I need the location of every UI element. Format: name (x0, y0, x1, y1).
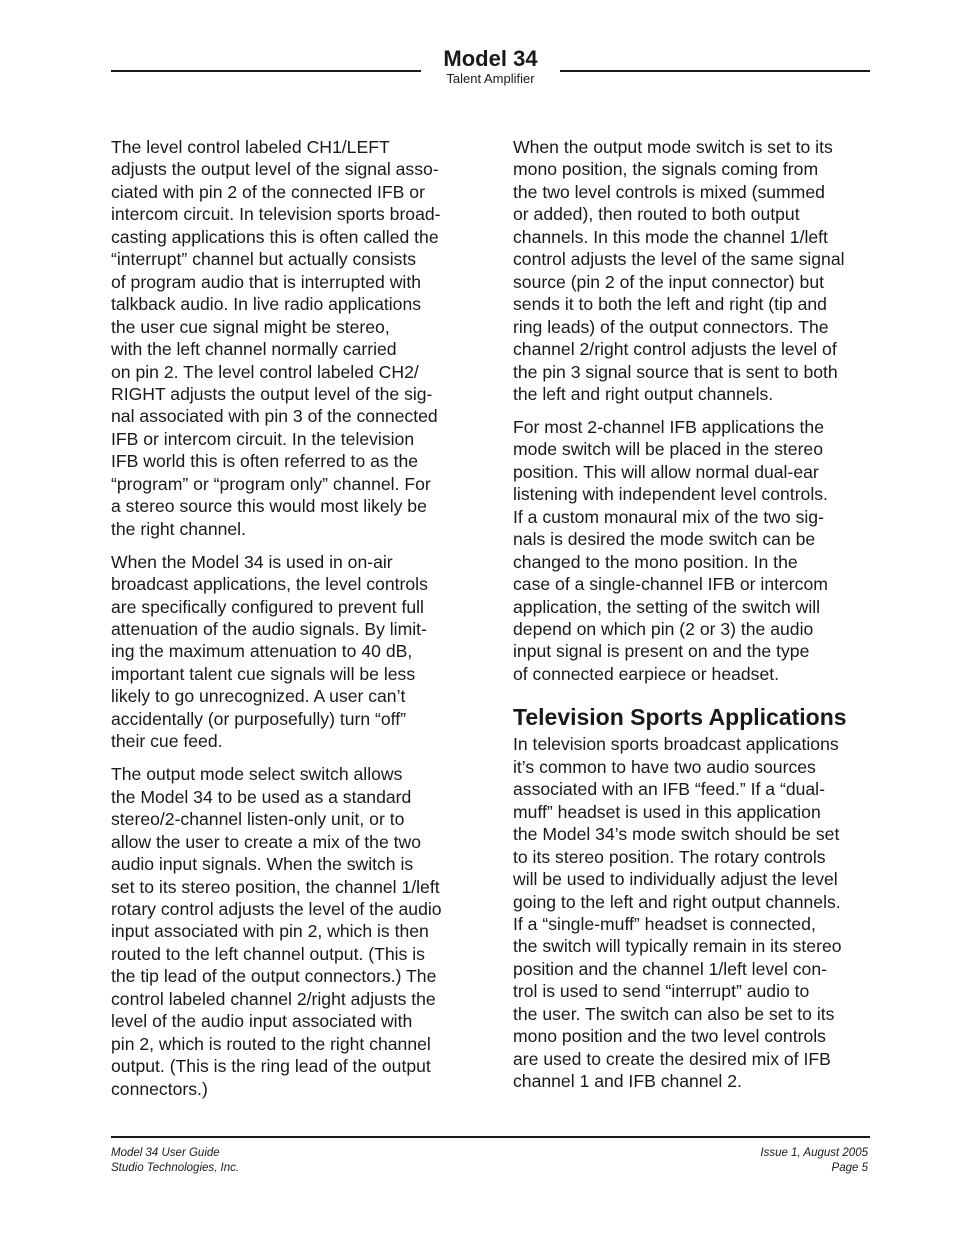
footer-page-number: Page 5 (831, 1161, 868, 1174)
text-line: stereo/2-channel listen-only unit, or to (111, 809, 405, 830)
text-line: changed to the mono position. In the (513, 551, 798, 572)
text-line: output. (This is the ring lead of the output (111, 1056, 431, 1077)
text-line: are specifically configured to prevent full (111, 596, 424, 617)
text-line: the user. The switch can also be set to its (513, 1003, 835, 1024)
right-column (513, 136, 875, 1103)
text-line: with the left channel normally carried (111, 339, 397, 360)
text-line: allow the user to create a mix of the two (111, 831, 421, 852)
paragraph (111, 763, 471, 1100)
footer-left (111, 1146, 239, 1175)
text-line: The output mode select switch allows (111, 764, 403, 785)
text-line: position and the channel 1/left level con- (513, 958, 827, 979)
text-line: the user cue signal might be stereo, (111, 316, 390, 337)
text-line: trol is used to send “interrupt” audio to (513, 981, 810, 1002)
text-line: mono position and the two level controls (513, 1026, 826, 1047)
text-line: ing the maximum attenuation to 40 dB, (111, 641, 413, 662)
text-line: muff” headset is used in this application (513, 801, 821, 822)
text-line: level of the audio input associated with (111, 1011, 413, 1032)
footer-issue: Issue 1, August 2005 (760, 1147, 868, 1159)
text-line: ciated with pin 2 of the connected IFB or (111, 181, 425, 202)
text-line: ring leads) of the output connectors. The (513, 316, 829, 337)
text-line: input associated with pin 2, which is then (111, 921, 429, 942)
text-line: channels. In this mode the channel 1/left (513, 226, 828, 247)
text-line: or added), then routed to both output (513, 204, 800, 225)
footer-company: Studio Technologies, Inc. (111, 1161, 240, 1174)
page-title: Model 34 (443, 46, 538, 71)
text-line: “interrupt” channel but actually consists (111, 249, 417, 270)
text-line: source (pin 2 of the input connector) but (513, 271, 825, 292)
text-line: mono position, the signals coming from (513, 159, 819, 180)
text-line: attenuation of the audio signals. By limit- (111, 619, 427, 640)
paragraph (111, 136, 471, 540)
text-line: mode switch will be placed in the stereo (513, 439, 824, 460)
text-line: broadcast applications, the level controls (111, 574, 428, 595)
text-line: When the Model 34 is used in on-air (111, 551, 393, 572)
text-line: on pin 2. The level control labeled CH2/ (111, 361, 419, 382)
text-line: input signal is present on and the type (513, 641, 810, 662)
text-line: nals is desired the mode switch can be (513, 529, 816, 550)
text-line: The level control labeled CH1/LEFT (111, 137, 390, 157)
section-heading: Television Sports Applications (513, 704, 847, 731)
text-line: the pin 3 signal source that is sent to both (513, 361, 838, 382)
text-line: will be used to individually adjust the level (513, 869, 838, 890)
text-line: the two level controls is mixed (summed (513, 181, 825, 202)
text-line: set to its stereo position, the channel 1/left (111, 876, 440, 897)
text-line: rotary control adjusts the level of the audio (111, 898, 442, 919)
text-line: are used to create the desired mix of IFB (513, 1048, 831, 1069)
text-line: casting applications this is often called the (111, 226, 439, 247)
text-line: If a “single-muff” headset is connected, (513, 914, 816, 934)
text-line: important talent cue signals will be less (111, 663, 416, 684)
text-line: the Model 34’s mode switch should be set (513, 824, 840, 845)
text-line: For most 2-channel IFB applications the (513, 416, 824, 437)
text-line: When the output mode switch is set to its (513, 137, 833, 157)
text-line: adjusts the output level of the signal asso- (111, 159, 439, 180)
text-line: the left and right output channels. (513, 383, 774, 404)
text-line: application, the setting of the switch will (513, 596, 821, 617)
footer-guide-title: Model 34 User Guide (111, 1147, 220, 1159)
text-line: IFB or intercom circuit. In the television (111, 428, 415, 449)
text-line: the switch will typically remain in its stereo (513, 936, 842, 957)
footer-right (760, 1146, 868, 1175)
text-line: their cue feed. (111, 731, 223, 752)
text-line: accidentally (or purposefully) turn “off” (111, 708, 406, 729)
text-line: it’s common to have two audio sources (513, 756, 816, 777)
text-line: the Model 34 to be used as a standard (111, 786, 412, 807)
left-column (111, 136, 471, 1111)
text-line: channel 1 and IFB channel 2. (513, 1071, 742, 1092)
text-line: of connected earpiece or headset. (513, 663, 780, 684)
text-line: case of a single-channel IFB or intercom (513, 574, 828, 595)
text-line: talkback audio. In live radio applications (111, 294, 422, 315)
header-rule-right (560, 70, 870, 72)
text-line: associated with an IFB “feed.” If a “dual- (513, 779, 825, 800)
text-line: channel 2/right control adjusts the level of (513, 339, 837, 360)
text-line: routed to the left channel output. (This is (111, 943, 425, 964)
text-line: audio input signals. When the switch is (111, 854, 414, 875)
text-line: the right channel. (111, 518, 246, 539)
text-line: “program” or “program only” channel. For (111, 473, 431, 494)
page-subtitle: Talent Amplifier (446, 71, 535, 86)
text-line: a stereo source this would most likely be (111, 496, 427, 517)
text-line: the tip lead of the output connectors.) The (111, 966, 437, 987)
text-line: In television sports broadcast applications (513, 734, 839, 755)
text-line: sends it to both the left and right (tip and (513, 294, 827, 315)
text-line: listening with independent level controls. (513, 484, 828, 505)
paragraph (111, 551, 471, 753)
text-line: control labeled channel 2/right adjusts the (111, 988, 436, 1009)
paragraph (513, 416, 875, 685)
text-line: of program audio that is interrupted with (111, 271, 422, 292)
text-line: connectors.) (111, 1078, 208, 1099)
text-line: If a custom monaural mix of the two sig- (513, 506, 824, 527)
text-line: nal associated with pin 3 of the connected (111, 406, 438, 427)
text-line: to its stereo position. The rotary controls (513, 846, 826, 867)
paragraph (513, 136, 875, 405)
text-line: pin 2, which is routed to the right channel (111, 1033, 431, 1054)
text-line: going to the left and right output channels. (513, 891, 841, 912)
footer-rule (111, 1136, 870, 1138)
text-line: IFB world this is often referred to as the (111, 451, 419, 472)
text-line: depend on which pin (2 or 3) the audio (513, 619, 814, 640)
text-line: position. This will allow normal dual-ear (513, 461, 819, 482)
text-line: control adjusts the level of the same signal (513, 249, 845, 270)
text-line: intercom circuit. In television sports broad- (111, 204, 441, 225)
text-line: RIGHT adjusts the output level of the sig- (111, 383, 433, 404)
header-rule-left (111, 70, 421, 72)
paragraph (513, 733, 875, 1092)
text-line: likely to go unrecognized. A user can’t (111, 686, 406, 707)
